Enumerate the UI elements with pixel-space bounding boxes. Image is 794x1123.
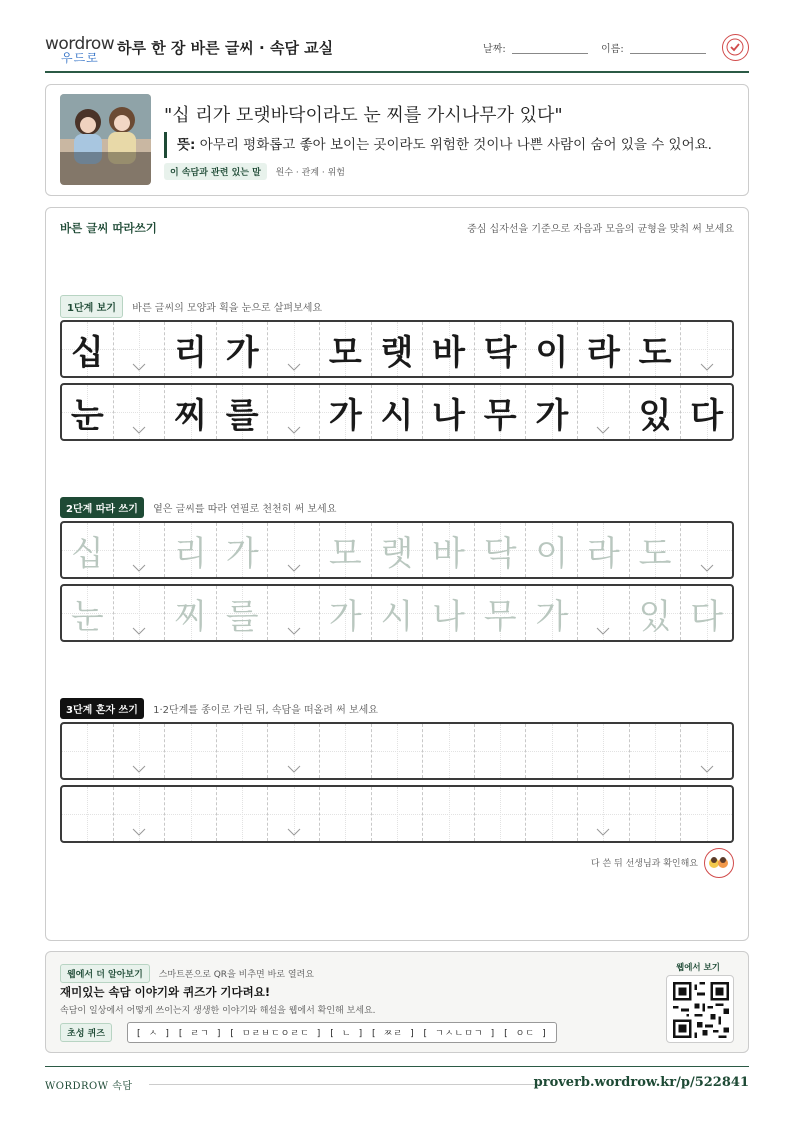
grid-char: 닥	[483, 332, 517, 373]
grid-cell[interactable]	[268, 586, 320, 640]
grid-cell[interactable]	[423, 724, 475, 778]
meaning-label: 뜻:	[177, 137, 196, 153]
footer-divider	[149, 1084, 539, 1085]
grid-cell[interactable]	[268, 523, 320, 577]
space-mark-icon	[596, 828, 610, 836]
space-mark-icon	[132, 564, 146, 572]
qr-label: 웹에서 보기	[675, 963, 720, 973]
grid-char: 눈	[70, 596, 104, 637]
grid-char	[587, 727, 620, 776]
grid-char: 가	[328, 596, 362, 637]
grid-char: 랫	[380, 332, 414, 373]
step1-row1	[60, 320, 734, 378]
space-mark-icon	[287, 765, 301, 773]
grid-cell	[578, 385, 630, 439]
grid-char	[226, 727, 259, 776]
qr-code[interactable]	[666, 975, 734, 1043]
grid-char: 나	[432, 596, 465, 637]
grid-cell	[578, 322, 630, 376]
grid-cell[interactable]	[217, 787, 269, 841]
grid-char	[535, 790, 568, 839]
space-mark-icon	[700, 564, 714, 572]
practice-title: 바른 글씨 따라쓰기	[60, 221, 157, 235]
space-mark-icon	[287, 564, 301, 572]
grid-cell[interactable]	[372, 724, 424, 778]
web-tag-row	[60, 964, 314, 983]
grid-char: 도	[638, 533, 672, 574]
grid-cell[interactable]	[630, 523, 682, 577]
grid-cell[interactable]	[578, 724, 630, 778]
grid-cell	[372, 385, 424, 439]
space-mark-icon	[132, 828, 146, 836]
related-words	[164, 163, 345, 180]
grid-cell	[423, 322, 475, 376]
grid-char	[381, 727, 414, 776]
grid-char	[226, 790, 259, 839]
grid-char: 찌	[174, 395, 207, 436]
grid-char: 있	[638, 596, 672, 637]
space-mark-icon	[287, 627, 301, 635]
grid-cell[interactable]	[475, 724, 527, 778]
grid-cell[interactable]	[630, 787, 682, 841]
grid-cell[interactable]	[268, 787, 320, 841]
page-title: 하루 한 장 바른 글씨 · 속담 교실	[117, 39, 334, 57]
grid-cell[interactable]	[526, 724, 578, 778]
grid-char	[174, 727, 207, 776]
grid-cell	[423, 385, 475, 439]
grid-char	[329, 727, 362, 776]
qr-code-icon	[673, 982, 729, 1038]
grid-cell[interactable]	[320, 586, 372, 640]
grid-cell[interactable]	[630, 724, 682, 778]
grid-char	[71, 790, 104, 839]
page-footer	[45, 1066, 749, 1100]
grid-char: 무	[483, 395, 517, 436]
grid-cell	[165, 322, 217, 376]
grid-cell[interactable]	[423, 787, 475, 841]
grid-cell[interactable]	[114, 724, 166, 778]
grid-cell[interactable]	[475, 586, 527, 640]
grid-char: 도	[638, 332, 672, 373]
grid-cell[interactable]	[217, 586, 269, 640]
grid-cell[interactable]	[320, 523, 372, 577]
space-mark-icon	[596, 627, 610, 635]
grid-char: 리	[174, 533, 207, 574]
grid-char: 이	[535, 332, 569, 373]
proverb-card	[45, 84, 749, 196]
step3-row2[interactable]	[60, 785, 734, 843]
web-headline: 재미있는 속담 이야기와 퀴즈가 기다려요!	[60, 985, 271, 999]
grid-cell[interactable]	[372, 787, 424, 841]
step3-desc: 1·2단계를 종이로 가린 뒤, 속담을 떠올려 써 보세요	[153, 705, 378, 716]
date-label: 날짜:	[483, 44, 506, 55]
meaning-text: 아무리 평화롭고 좋아 보이는 곳이라도 위험한 것이나 나쁜 사람이 숨어 있을 수 있어요.	[199, 137, 712, 153]
grid-char: 눈	[70, 395, 104, 436]
web-tag: 웹에서 더 알아보기	[60, 964, 150, 983]
grid-char: 가	[328, 395, 362, 436]
grid-cell[interactable]	[681, 523, 732, 577]
grid-cell[interactable]	[320, 787, 372, 841]
grid-cell	[475, 385, 527, 439]
quiz-hint: [ ㅅ ] [ ㄹㄱ ] [ ㅁㄹㅂㄷㅇㄹㄷ ] [ ㄴ ] [ ㅉㄹ ] [ ㄱㅅㄴㅁㄱ ] [ ㅇㄷ ]	[127, 1022, 557, 1043]
page-header	[45, 30, 749, 73]
grid-char	[432, 727, 465, 776]
step2-row1[interactable]	[60, 521, 734, 579]
grid-cell[interactable]	[526, 787, 578, 841]
step2-header	[60, 497, 336, 518]
grid-cell[interactable]	[165, 523, 217, 577]
grid-cell[interactable]	[423, 586, 475, 640]
practice-hint: 중심 십자선을 기준으로 자음과 모음의 균형을 맞춰 써 보세요	[467, 224, 734, 235]
step1-desc: 바른 글씨의 모양과 획을 눈으로 살펴보세요	[132, 303, 323, 314]
grid-cell	[114, 385, 166, 439]
grid-cell	[681, 385, 732, 439]
grid-char: 가	[225, 533, 259, 574]
step1-row2	[60, 383, 734, 441]
grid-cell[interactable]	[62, 724, 114, 778]
grid-cell[interactable]	[114, 523, 166, 577]
grid-char: 나	[432, 395, 465, 436]
step1-header	[60, 295, 322, 318]
grid-cell	[268, 385, 320, 439]
grid-cell[interactable]	[526, 586, 578, 640]
step3-header	[60, 698, 378, 719]
grid-char: 다	[690, 596, 724, 637]
step3-badge: 3단계 혼자 쓰기	[60, 698, 144, 719]
step2-row2[interactable]	[60, 584, 734, 642]
grid-cell[interactable]	[114, 787, 166, 841]
grid-cell[interactable]	[217, 724, 269, 778]
check-stamp-icon	[722, 34, 749, 61]
grid-char	[381, 790, 414, 839]
proverb-text: "십 리가 모랫바닥이라도 눈 찌를 가시나무가 있다"	[164, 105, 563, 126]
grid-char	[329, 790, 362, 839]
grid-char	[484, 790, 517, 839]
grid-char	[484, 727, 517, 776]
footer-url[interactable]: proverb.wordrow.kr/p/522841	[533, 1075, 749, 1090]
proverb-illustration	[60, 94, 151, 185]
grid-char: 바	[432, 533, 465, 574]
grid-cell	[372, 322, 424, 376]
grid-cell[interactable]	[681, 787, 732, 841]
grid-cell[interactable]	[578, 586, 630, 640]
footer-brand: WORDROW 속담	[45, 1081, 133, 1092]
grid-char: 무	[483, 596, 517, 637]
grid-char: 를	[225, 596, 259, 637]
grid-cell[interactable]	[630, 586, 682, 640]
space-mark-icon	[287, 426, 301, 434]
grid-cell	[630, 322, 682, 376]
space-mark-icon	[132, 363, 146, 371]
grid-char: 가	[535, 596, 569, 637]
proverb-meaning	[164, 132, 712, 158]
grid-cell	[62, 322, 114, 376]
practice-panel	[45, 207, 749, 941]
grid-char: 다	[690, 395, 724, 436]
grid-cell[interactable]	[372, 523, 424, 577]
date-field[interactable]	[512, 53, 588, 54]
grid-char	[432, 790, 465, 839]
grid-char: 찌	[174, 596, 207, 637]
grid-cell[interactable]	[578, 787, 630, 841]
logo-korean: 우드로	[61, 51, 99, 65]
space-mark-icon	[132, 426, 146, 434]
grid-cell[interactable]	[475, 523, 527, 577]
grid-cell	[526, 385, 578, 439]
grid-cell[interactable]	[475, 787, 527, 841]
grid-cell	[165, 385, 217, 439]
space-mark-icon	[132, 765, 146, 773]
grid-char: 십	[70, 332, 104, 373]
grid-char	[639, 790, 672, 839]
grid-char: 십	[70, 533, 104, 574]
grid-char: 라	[586, 332, 620, 373]
grid-cell[interactable]	[217, 523, 269, 577]
grid-cell[interactable]	[423, 523, 475, 577]
logo-text: wordrow	[45, 34, 115, 54]
grid-cell	[114, 322, 166, 376]
space-mark-icon	[700, 765, 714, 773]
grid-char: 이	[535, 533, 569, 574]
grid-cell[interactable]	[320, 724, 372, 778]
grid-char	[690, 790, 723, 839]
name-label: 이름:	[601, 44, 624, 55]
grid-char: 시	[380, 596, 414, 637]
grid-char: 닥	[483, 533, 517, 574]
grid-char: 가	[225, 332, 259, 373]
step1-badge: 1단계 보기	[60, 295, 123, 318]
space-mark-icon	[287, 363, 301, 371]
related-tag: 이 속담과 관련 있는 말	[164, 163, 267, 180]
grid-cell[interactable]	[578, 523, 630, 577]
grid-char: 라	[586, 533, 620, 574]
grid-cell	[62, 385, 114, 439]
grid-cell	[217, 385, 269, 439]
grid-char: 를	[225, 395, 259, 436]
grid-cell[interactable]	[165, 586, 217, 640]
chosung-quiz	[60, 1022, 557, 1043]
grid-char: 리	[174, 332, 207, 373]
grid-cell[interactable]	[62, 586, 114, 640]
grid-char	[71, 727, 104, 776]
grid-char	[535, 727, 568, 776]
grid-cell	[217, 322, 269, 376]
grid-char	[174, 790, 207, 839]
grid-cell	[681, 322, 732, 376]
grid-cell[interactable]	[62, 523, 114, 577]
grid-char: 시	[380, 395, 414, 436]
grid-cell	[630, 385, 682, 439]
grid-char: 있	[638, 395, 672, 436]
grid-cell[interactable]	[165, 787, 217, 841]
teacher-stamp-icon	[704, 848, 734, 878]
space-mark-icon	[287, 828, 301, 836]
grid-cell[interactable]	[681, 724, 732, 778]
grid-char: 가	[535, 395, 569, 436]
grid-cell	[526, 322, 578, 376]
quiz-label: 초성 퀴즈	[60, 1023, 112, 1042]
space-mark-icon	[132, 627, 146, 635]
grid-cell[interactable]	[372, 586, 424, 640]
grid-cell	[320, 385, 372, 439]
grid-cell[interactable]	[526, 523, 578, 577]
related-list: 원수 · 관계 · 위험	[275, 168, 345, 178]
grid-cell	[320, 322, 372, 376]
space-mark-icon	[596, 426, 610, 434]
name-field[interactable]	[630, 53, 706, 54]
grid-char: 랫	[380, 533, 414, 574]
grid-cell[interactable]	[165, 724, 217, 778]
grid-cell[interactable]	[681, 586, 732, 640]
teacher-note: 다 쓴 뒤 선생님과 확인해요	[590, 859, 698, 869]
grid-char: 모	[328, 332, 362, 373]
step2-desc: 옅은 글씨를 따라 연필로 천천히 써 보세요	[153, 504, 337, 515]
grid-cell	[268, 322, 320, 376]
grid-char: 모	[328, 533, 362, 574]
grid-char: 바	[432, 332, 465, 373]
web-section	[45, 951, 749, 1053]
grid-cell[interactable]	[268, 724, 320, 778]
grid-cell[interactable]	[114, 586, 166, 640]
grid-char	[639, 727, 672, 776]
web-desc: 속담이 일상에서 어떻게 쓰이는지 생생한 이야기와 해설을 웹에서 확인해 보세요.	[60, 1006, 376, 1016]
grid-cell[interactable]	[62, 787, 114, 841]
step2-badge: 2단계 따라 쓰기	[60, 497, 144, 518]
grid-cell	[475, 322, 527, 376]
step3-row1[interactable]	[60, 722, 734, 780]
space-mark-icon	[700, 363, 714, 371]
web-tag-desc: 스마트폰으로 QR을 비추면 바로 열려요	[158, 970, 314, 980]
